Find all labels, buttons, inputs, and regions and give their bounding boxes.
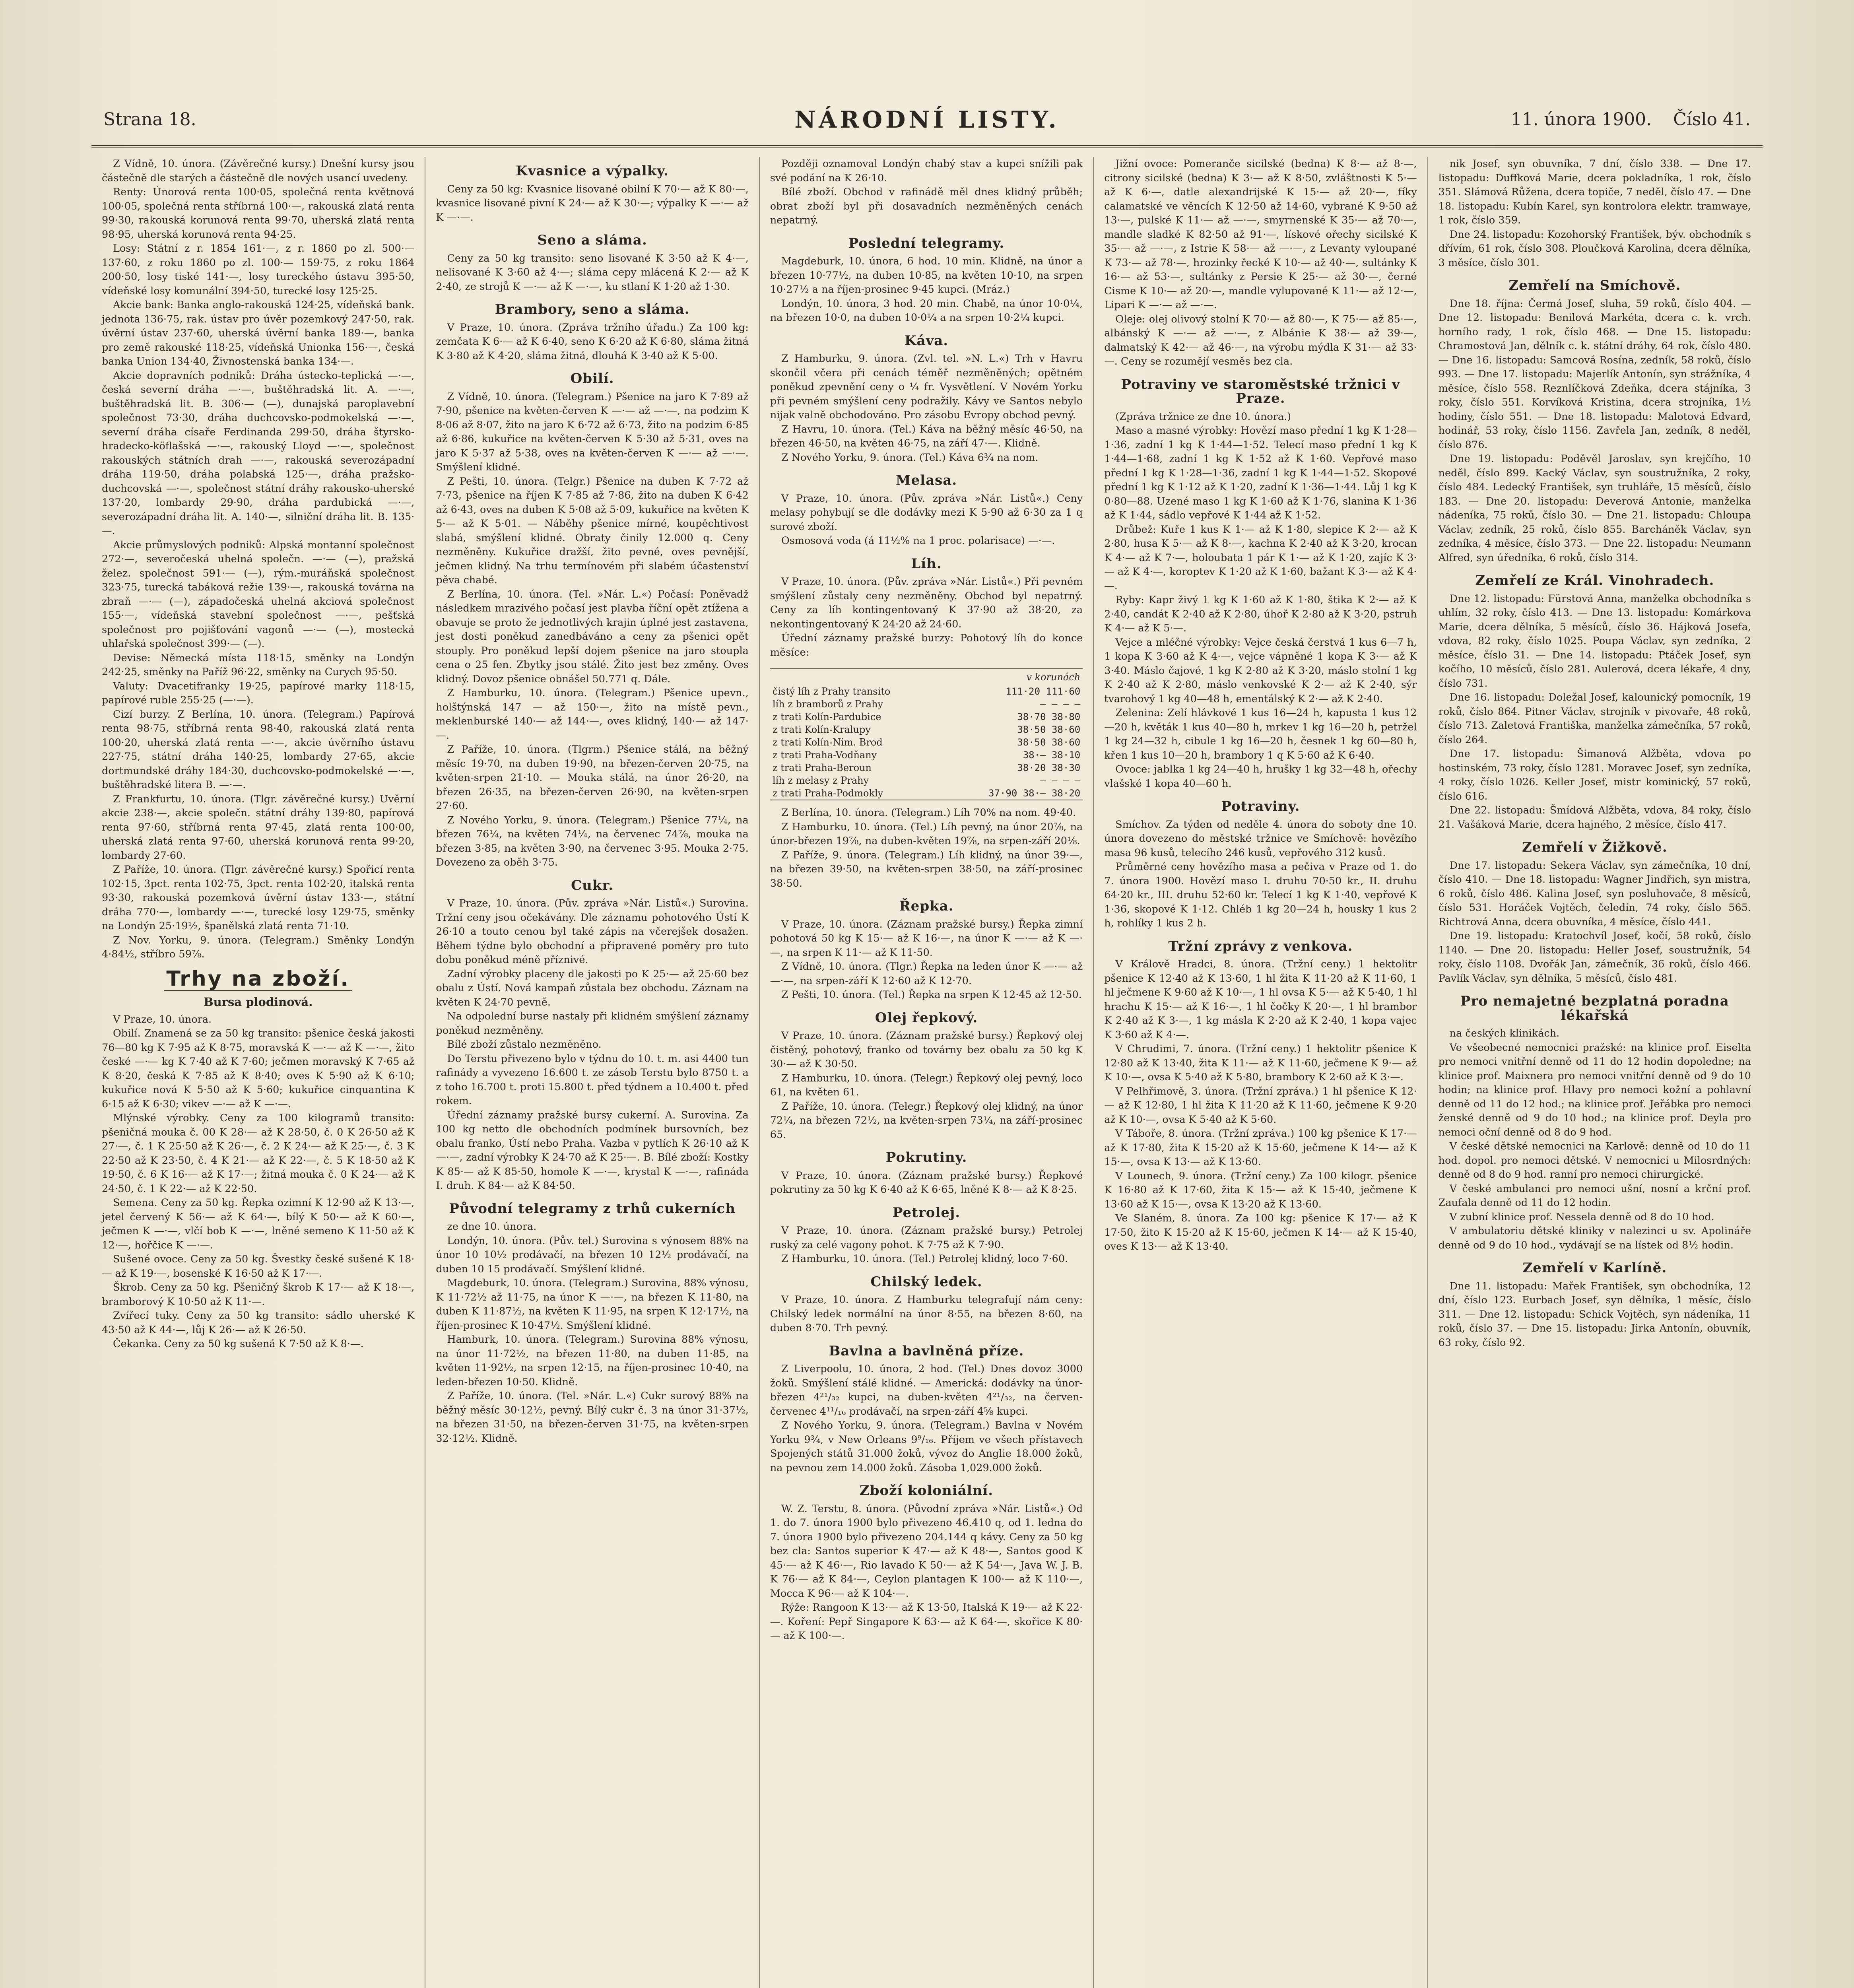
table-row xyxy=(770,761,1083,774)
section-heading: Petrolej. xyxy=(892,1204,961,1221)
row-label: z trati Kolín-Pardubice xyxy=(772,711,881,722)
column-1 xyxy=(91,157,425,1988)
article-section xyxy=(1439,1261,1751,1350)
section-heading: Cukr. xyxy=(571,877,614,893)
paragraph: Dne 19. listopadu: Kratochvíl Josef, kočí, 58 roků, číslo 1140. — Dne 20. listopadu: Heller Josef, soustružník, 54 roky, číslo 1108. Dvořák Jan, zámečník, 36 roků, číslo 466. Pavlík Václav, syn dělníka, 5 měsíců, číslo 481. xyxy=(1438,930,1751,984)
paragraph: V Chrudimi, 7. února. (Tržní ceny.) 1 hektolitr pšenice K 12·80 až K 13·40, žita K 11·— až K 11·60, ječmene K 9·— až K 10·—, ovsa K 5·40 až K 5·80, brambory K 2·60 až K 3·—. xyxy=(1104,1043,1417,1083)
table-row xyxy=(770,736,1083,749)
paragraph: V Praze, 10. února. (Pův. zpráva »Nár. Listů«.) Surovina. Tržní ceny jsou očekávány. Dle záznamu pohotového Ústí K 26·10 a touto cenou byl také zápis na včerejšek dosažen. Během týdne bylo obchodní a připravené poměry pro tuto dobu poněkud méně příznivé. xyxy=(436,897,749,966)
section-heading: Trhy na zboží. xyxy=(102,972,414,992)
paragraph: Z Nového Yorku, 9. února. (Telegram.) Pšenice 77¼, na březen 76¼, na květen 74¼, na červenec 74⅞, mouka na březen 3·85, na květen 3·90, na červenec 3·95. Mouka 2·75. Dovezeno za oběh 3·75. xyxy=(436,814,749,868)
paragraph: Z Hamburku, 10. února. (Telegr.) Řepkový olej pevný, loco 61, na květen 61. xyxy=(770,1072,1083,1098)
article-section xyxy=(1104,940,1417,1254)
section-heading: Zemřelí v Karlíně. xyxy=(1522,1260,1667,1276)
section-heading: Obilí. xyxy=(570,371,614,386)
paragraph: Z Vídně, 10. února. (Telegram.) Pšenice na jaro K 7·89 až 7·90, pšenice na květen-červen K —·— až —·—, na podzim K 8·06 až 8·07, žito na jaro K 6·72 až 6·73, žito na podzim 6·85 až 6·86, kukuřice na květen-červen K 5·30 až 5·31, oves na jaro K 5·37 až 5·38, oves na květen-červen K —·— až —·—. Smýšlení klidné. xyxy=(436,390,749,473)
paragraph: V Praze, 10. února. (Zpráva tržního úřadu.) Za 100 kg: zemčata K 6·— až K 6·40, seno K 6·20 až K 6·80, sláma žitná K 3·80 až K 4·20, sláma žitná, dlouhá K 3·40 až K 5·00. xyxy=(436,321,749,362)
table-row xyxy=(770,774,1083,787)
article-section xyxy=(102,967,415,1351)
paragraph: V Praze, 10. února. (Pův. zpráva »Nár. Listů«.) Při pevném smýšlení zůstaly ceny nezměněny. Obchod byl nepatrný. Ceny za líh kontingentovaný K 37·90 až 38·20, za nekontingentovaný K 24·20 až 24·60. xyxy=(770,576,1083,630)
row-label: líh z melasy z Prahy xyxy=(772,775,869,786)
paragraph: Drůbež: Kuře 1 kus K 1·— až K 1·80, slepice K 2·— až K 2·80, husa K 5·— až K 8·—, kachna K 2·40 až K 3·20, krocan K 4·— až K 7·—, holoubata 1 pár K 1·— až K 1·20, zajíc K 3·— až K 4·—, koroptev K 1·20 až K 1·60, bažant K 3·— až K 4·—. xyxy=(1104,523,1417,592)
paragraph: Dne 16. listopadu: Doležal Josef, kalounický pomocník, 19 roků, číslo 864. Pitner Václav, strojník v pivovaře, 48 roků, číslo 713. Zaletová Františka, manželka zámečníka, 57 roků, číslo 264. xyxy=(1438,691,1751,746)
paragraph: Zvířecí tuky. Ceny za 50 kg transito: sádlo uherské K 43·50 až K 44·—, lůj K 26·— až K 26·50. xyxy=(102,1310,415,1336)
article-section xyxy=(770,157,1083,228)
section-heading: Brambory, seno a sláma. xyxy=(495,301,690,317)
paragraph: Londýn, 10. února. (Pův. tel.) Surovina s výnosem 88% na únor 10 10½ prodávačí, na březen 10 12½ prodávačí, na duben 10 15 prodávačí. Smýšlení klidné. xyxy=(436,1235,749,1275)
paragraph: Oleje: olej olivový stolní K 70·— až 80·—, K 75·— až 85·—, albánský K —·— až —·—, z Albánie K 38·— až 39·—, dalmatský K 42·— až 46·—, na výrobu mýdla K 31·— až 33·—. Ceny se rozumějí vesměs bez cla. xyxy=(1104,313,1417,367)
paragraph: V Praze, 10. února. (Záznam pražské bursy.) Řepka zimní pohotová 50 kg K 15·— až K 16·—, na únor K —·— až K —·—, na srpen K 11·— až K 11·50. xyxy=(770,918,1083,959)
section-heading: Zemřelí na Smíchově. xyxy=(1508,278,1681,293)
paragraph: Renty: Únorová renta 100·05, společná renta květnová 100·05, společná renta stříbrná 100·—, rakouská zlatá renta 99·30, rakouská korunová renta 99·70, uherská zlatá renta 98·95, uherská korunová renta 94·25. xyxy=(102,186,415,241)
column-4 xyxy=(1094,157,1428,1988)
paragraph: Z Hamburku, 10. února. (Tel.) Líh pevný, na únor 20⅞, na únor-březen 19⅞, na duben-květen 19⅞, na srpen-září 20⅛. xyxy=(770,821,1083,847)
section-heading: Poslední telegramy. xyxy=(848,235,1005,251)
article-section xyxy=(1104,157,1417,369)
row-label: líh z bramborů z Prahy xyxy=(772,699,883,710)
row-label: z trati Praha-Vodňany xyxy=(772,749,877,761)
row-value: 38·— 38·10 xyxy=(1023,749,1081,761)
paragraph: Akcie průmyslových podniků: Alpská montanní společnost 272·—, severočeská uhelná společn. —·— (—), pražská želez. společnost 591·— (—), rým.-muráňská společnost 323·75, turecká tabáková režie 139·—, rakouská továrna na zbraň —·— (—), západočeská uhelná akciová společnost 155·—, vídeňská stavební společnost —·—, pešťská společnost pro pojišťování vagonů —·— (—), mostecká uhlařská společnost 399·— (—). xyxy=(102,539,415,650)
row-value: 38·70 38·80 xyxy=(1017,711,1081,722)
section-heading: Tržní zprávy z venkova. xyxy=(1168,938,1353,954)
paragraph: Z Hamburku, 10. února. (Tel.) Petrolej klidný, loco 7·60. xyxy=(781,1253,1068,1265)
paragraph: Vejce a mléčné výrobky: Vejce česká čerstvá 1 kus 6—7 h, 1 kopa K 3·60 až K 4·—, vejce vápněné 1 kopa K 3·— až K 3·40. Máslo čajové, 1 kg K 2·80 až K 3·20, máslo stolní 1 kg K 2·40 až K 2·80, máslo venkovské K 2·— až K 2·40, sýr tvarohový 1 kg 40—48 h, ementálský K 2·— až K 2·40. xyxy=(1104,636,1417,705)
row-label: čistý líh z Prahy transito xyxy=(772,686,891,697)
paragraph: Zelenina: Zelí hlávkové 1 kus 16—24 h, kapusta 1 kus 12—20 h, květák 1 kus 40—80 h, mrkev 1 kg 16—20 h, petržel 1 kg 24—32 h, cibule 1 kg 16—20 h, česnek 1 kg 60—80 h, křen 1 kus 10—20 h, brambory 1 q K 5·60 až K 6·40. xyxy=(1104,707,1417,761)
table-row xyxy=(770,723,1083,736)
paragraph: Později oznamoval Londýn chabý stav a kupci snížili pak své podání na K 26·10. xyxy=(770,158,1083,184)
paragraph: Z Paříže, 10. února. (Tel. »Nár. L.«) Cukr surový 88% na běžný měsíc 30·12½, pevný. Bílý cukr č. 3 na únor 31·37½, na březen 31·50, na březen-červen 31·75, na květen-srpen 32·12½. Klidně. xyxy=(436,1390,749,1444)
row-label: z trati Praha-Podmokly xyxy=(772,788,883,799)
row-label: z trati Kolín-Kralupy xyxy=(772,724,871,735)
paragraph: Bílé zboží. Obchod v rafinádě měl dnes klidný průběh; obrat zboží byl při dosavadních nezměněných cenách nepatrný. xyxy=(770,186,1083,226)
paragraph: Z Pešti, 10. února. (Telgr.) Pšenice na duben K 7·72 až 7·73, pšenice na říjen K 7·85 až 7·86, žito na duben K 6·42 až 6·43, oves na duben K 5·08 až 5·09, kukuřice na květen K 5·— až K 5·01. — Náběhy pšenice mírné, koupěchtivost slabá, smýšlení klidné. Obraty činily 12.000 q. Ceny nezměněny. Kukuřice dražší, žito pevné, oves pevnější, ječmen klidný. Na trhu termínovém při slabém účastenství pěva chabé. xyxy=(436,475,749,586)
row-label: z trati Kolín-Nim. Brod xyxy=(772,737,883,748)
paragraph: Do Terstu přivezeno bylo v týdnu do 10. t. m. asi 4400 tun rafinády a vyvezeno 16.600 t. ze zásob Terstu bylo 8750 t. a z toho 16.700 t. proti 15.800 t. před týdnem a 10.400 t. před rokem. xyxy=(436,1052,749,1107)
row-value: 38·50 38·60 xyxy=(1017,737,1081,748)
article-section xyxy=(436,372,748,870)
paragraph: Magdeburk, 10. února, 6 hod. 10 min. Klidně, na únor a březen 10·77½, na duben 10·85, na květen 10·10, na srpen 10·27½ a na říjen-prosinec 9·45 kupci. (Mráz.) xyxy=(770,255,1083,295)
paragraph: Z Vídně, 10. února. (Tlgr.) Řepka na leden únor K —·— až —·—, na srpen-září K 12·60 až K 12·70. xyxy=(770,961,1083,987)
row-value: 38·20 38·30 xyxy=(1017,762,1081,773)
section-subheading: Bursa plodinová. xyxy=(204,995,313,1009)
paragraph: Z Pešti, 10. února. (Tel.) Řepka na srpen K 12·45 až 12·50. xyxy=(781,989,1082,1001)
paragraph: Na odpolední burse nastaly při klidném smýšlení záznamy poněkud nezměněny. xyxy=(436,1010,749,1037)
section-heading: Pokrutiny. xyxy=(885,1149,967,1165)
paragraph: Losy: Státní z r. 1854 161·—, z r. 1860 po zl. 500·— 137·60, z roku 1860 po zl. 100·— 159·75, z roku 1864 200·50, losy tiské 141·—, losy tureckého ústavu 395·50, vídeňské losy komunální 394·50, turecké losy 125·25. xyxy=(102,243,415,297)
paragraph: Dne 22. listopadu: Šmídová Alžběta, vdova, 84 roky, číslo 21. Vašáková Marie, dcera hajného, 2 měsíce, číslo 417. xyxy=(1438,804,1751,831)
table-row xyxy=(770,787,1083,800)
section-heading: Seno a sláma. xyxy=(537,232,647,248)
paragraph: V zubní klinice prof. Nessela denně od 8 do 10 hod. xyxy=(1449,1211,1714,1223)
section-heading: Melasa. xyxy=(895,472,957,488)
section-heading: Zboží koloniální. xyxy=(859,1483,994,1499)
paragraph: Akcie bank: Banka anglo-rakouská 124·25, vídeňská bank. jednota 136·75, rak. ústav pro úvěr pozemkový 247·50, rak. úvěrní ústav 237·60, uherská úvěrní banka 189·—, banka pro země rakouské 118·25, vídeňská Unionka 156·—, česká banka Union 134·40, Živnostenská banka 134·—. xyxy=(102,299,415,367)
paragraph: Dne 11. listopadu: Mařek František, syn obchodníka, 12 dní, číslo 123. Eurbach Josef, syn dělníka, 1 měsíc, číslo 311. — Dne 12. listopadu: Schick Vojtěch, syn nádeníka, 11 roků, číslo 37. — Dne 15. listopadu: Jirka Antonín, obuvník, 63 roky, číslo 92. xyxy=(1438,1280,1751,1349)
article-section xyxy=(1104,800,1417,931)
price-table xyxy=(770,668,1083,800)
paragraph: Z Liverpoolu, 10. února, 2 hod. (Tel.) Dnes dovoz 3000 žoků. Smýšlení stálé klidné. — Americká: dodávky na únor-březen 4²¹/₃₂ kupci, na duben-květen 4²¹/₃₂, na červen-červenec 4¹¹/₁₆ prodávačí, na srpen-září 4⅝ kupci. xyxy=(770,1363,1083,1417)
issue-info xyxy=(1495,109,1751,130)
row-value: 111·20 111·60 xyxy=(1006,686,1081,697)
article-section xyxy=(102,157,414,962)
column-5 xyxy=(1428,157,1761,1988)
row-value: — — — — xyxy=(1040,699,1081,710)
paragraph: Dne 17. listopadu: Sekera Václav, syn zámečníka, 10 dní, číslo 410. — Dne 18. listopadu: Wagner Jindřich, syn mistra, 6 roků, číslo 486. Kalina Josef, syn posluhovače, 8 měsíců, číslo 531. Horáček Vojtěch, čeledín, 74 roky, číslo 565. Richtrová Anna, dcera obuvníka, 4 měsíce, číslo 441. xyxy=(1438,859,1751,928)
page-number: Strana 18. xyxy=(103,109,196,130)
paragraph: Ve všeobecné nemocnici pražské: na klinice prof. Eiselta pro nemoci vnitřní denně od 11 do 12 hodin dopoledne; na klinice prof. Maixnera pro nemoci vnitřní denně od 9 do 10 hodin; na klinice prof. Hlavy pro nemoci kožní a pohlavní denně od 11 do 12 hod.; na klinice prof. Jeřábka pro nemoci ženské denně od 9 do 10 hod.; na klinice prof. Deyla pro nemoci oční denně od 8 do 9 hod. xyxy=(1438,1041,1751,1138)
article-section xyxy=(770,237,1083,325)
paragraph: V Praze, 10. února. (Záznam pražské bursy.) Petrolej ruský za celé vagony pohot. K 7·75 až K 7·90. xyxy=(770,1225,1083,1251)
paragraph: Ve Slaném, 8. února. Za 100 kg: pšenice K 17·— až K 17·50, žito K 15·20 až K 15·60, ječmen K 14·— až K 15·40, oves K 13·— až K 13·40. xyxy=(1104,1212,1417,1252)
paragraph: Úřední záznamy pražské bursy cukerní. A. Surovina. Za 100 kg netto dle obchodních podmínek bursovních, bez obalu franko, Ústí nebo Praha. Vazba v pytlích K 26·10 až K —·—, zadní výrobky K 24·70 až K 25·—. B. Bílé zboží: Kostky K 85·— až K 85·50, homole K —·—, krystal K —·—, rafináda I. druh. K 84·— až K 84·50. xyxy=(436,1109,749,1192)
row-value: 37·90 38·— 38·20 xyxy=(988,788,1081,799)
article-section xyxy=(770,1206,1083,1266)
paragraph: V ambulatoriu dětské kliniky v nalezinci u sv. Apolináře denně od 9 do 10 hod., vydávají se na lístek od 8½ hodin. xyxy=(1438,1225,1751,1251)
paragraph: Devise: Německá místa 118·15, směnky na Londýn 242·25, směnky na Paříž 96·22, směnky na Curych 95·50. xyxy=(102,652,415,678)
paragraph: Mlýnské výrobky. Ceny za 100 kilogramů transito: pšeničná mouka č. 00 K 28·— až K 28·50, č. 0 K 26·50 až K 27·—, č. 1 K 25·50 až K 26·—, č. 2 K 24·— až K 25·—, č. 3 K 22·50 až K 23·50, č. 4 K 21·— až K 22·—, č. 5 K 18·50 až K 19·50, č. 6 K 16·— až K 17·—; žitná mouka č. 0 K 24·— až K 24·50, č. 1 K 22·— až K 22·50. xyxy=(102,1112,415,1195)
paragraph: Z Paříže, 10. února. (Tlgrm.) Pšenice stálá, na běžný měsíc 19·70, na duben 19·90, na březen-červen 20·75, na květen-srpen 21·10. — Mouka stálá, na únor 26·20, na březen 26·35, na březen-červen 26·90, na květen-srpen 27·60. xyxy=(436,744,749,812)
paragraph: Dne 24. listopadu: Kozohorský František, býv. obchodník s dřívím, 61 rok, číslo 308. Ploučková Karolina, dcera dělníka, 3 měsíce, číslo 301. xyxy=(1438,228,1751,269)
paragraph: V Táboře, 8. února. (Tržní zpráva.) 100 kg pšenice K 17·— až K 17·80, žita K 15·20 až K 15·60, ječmene K 14·— až K 15·—, ovsa K 13·— až K 13·60. xyxy=(1104,1128,1417,1168)
article-section xyxy=(1439,841,1751,986)
article-section xyxy=(770,1344,1083,1475)
article-section xyxy=(436,879,748,1193)
paragraph: Sušené ovoce. Ceny za 50 kg. Švestky české sušené K 18·— až K 19·—, bosenské K 16·50 až K 17·—. xyxy=(102,1253,415,1279)
section-heading: Potraviny. xyxy=(1221,798,1300,814)
paragraph: Rýže: Rangoon K 13·— až K 13·50, Italská K 19·— až K 22·—. Koření: Pepř Singapore K 63·— až K 64·—, skořice K 80·— až K 100·—. xyxy=(770,1602,1083,1642)
article-section xyxy=(770,668,1083,891)
paragraph: V Praze, 10. února. Z Hamburku telegrafují nám ceny: Chilský ledek normální na únor 8·55, na březen 8·60, na duben 8·70. Trh pevný. xyxy=(770,1294,1083,1334)
paragraph: V Praze, 10. února. xyxy=(113,1013,212,1025)
page-header xyxy=(91,101,1763,148)
paragraph: Hamburk, 10. února. (Telegram.) Surovina 88% výnosu, na únor 11·72½, na březen 11·80, na duben 11·85, na květen 11·92½, na srpen 12·15, na říjen-prosinec 10·40, na leden-březen 10·50. Klidně. xyxy=(436,1334,749,1388)
paragraph: Smíchov. Za týden od neděle 4. února do soboty dne 10. února dovezeno do městské tržnice ve Smíchově: hovězího masa 96 kusů, telecího 246 kusů, vepřového 312 kusů. xyxy=(1104,818,1417,859)
article-section xyxy=(770,334,1083,465)
paragraph: Z Hamburku, 10. února. (Telegram.) Pšenice upevn., holštýnská 147 — až 150·—, žito na místě pevn., meklenburské 140·— až 144·—, oves klidný, 140·— až 147·—. xyxy=(436,687,749,742)
article-section xyxy=(770,557,1083,660)
section-heading: Olej řepkový. xyxy=(875,1010,978,1026)
issue-number: Číslo 41. xyxy=(1673,109,1751,130)
row-value: — — — — xyxy=(1040,775,1081,786)
article-section xyxy=(770,1275,1083,1336)
paragraph: Z Nového Yorku, 9. února. (Telegram.) Bavlna v Novém Yorku 9¾, v New Orleans 9⁹/₁₆. Příjem ve všech přístavech Spojených států 31.000 žoků, vývoz do Anglie 18.000 žoků, na pevnou zem 14.000 žoků. Zásoba 1,029.000 žoků. xyxy=(770,1419,1083,1474)
row-label: z trati Praha-Beroun xyxy=(772,762,872,773)
article-section xyxy=(1104,378,1417,791)
paragraph: Valuty: Dvacetifranky 19·25, papírové marky 118·15, papírové ruble 255·25 (—·—). xyxy=(102,680,415,706)
section-heading: Bavlna a bavlněná příze. xyxy=(829,1343,1024,1359)
article-section xyxy=(1439,157,1751,270)
table-row xyxy=(770,685,1083,698)
paragraph: Z Nov. Yorku, 9. února. (Telegram.) Směnky Londýn 4·84½, stříbro 59⅞. xyxy=(102,934,415,960)
paragraph: Z Berlína, 10. února. (Telegram.) Líh 70% na nom. 49·40. xyxy=(781,807,1076,819)
paragraph: Ryby: Kapr živý 1 kg K 1·60 až K 1·80, štika K 2·— až K 2·40, candát K 2·40 až K 2·80, úhoř K 2·80 až K 3·20, pstruh K 4·— až K 5·—. xyxy=(1104,594,1417,634)
paragraph: Zadní výrobky placeny dle jakosti po K 25·— až 25·60 bez obalu z Ústí. Nová kampaň zůstala bez obchodu. Záznam na květen K 24·70 pevně. xyxy=(436,968,749,1008)
paragraph: Magdeburk, 10. února. (Telegram.) Surovina, 88% výnosu, K 11·72½ až 11·75, na únor K —·—, na březen K 11·80, na duben K 11·87½, na květen K 11·95, na srpen K 12·17½, na říjen-prosinec K 10·47½. Smýšlení klidné. xyxy=(436,1277,749,1332)
issue-date: 11. února 1900. xyxy=(1510,109,1652,130)
paragraph: V české ambulanci pro nemoci ušní, nosní a krční prof. Zaufala denně od 11 do 12 hodin. xyxy=(1438,1182,1751,1209)
article-section xyxy=(770,1011,1083,1142)
paragraph: Londýn, 10. února, 3 hod. 20 min. Chabě, na únor 10·0¼, na březen 10·0, na duben 10·0¼ a na srpen 10·2¼ kupci. xyxy=(770,297,1083,324)
paragraph: Osmosová voda (á 11½% na 1 proc. polarisace) —·—. xyxy=(781,535,1055,547)
paragraph: Jižní ovoce: Pomeranče sicilské (bedna) K 8·— až 8·—, citrony sicilské (bedna) K 3·— až K 8·50, zvláštnosti K 5·— až K 6·—, datle alexandrijské K 15·— až 20·—, fíky calamatské ve věncích K 12·50 až 14·60, vybrané K 9·50 až 13·—, pulské K 11·— až —·—, smyrnenské K 35·— až 70·—, mandle sladké K 82·50 až 91·—, lískové ořechy sicilské K 35·— až —·—, z Istrie K 58·— až —·—, z Levanty vyloupané K 73·— až 78·—, hrozinky řecké K 10·— až 40·—, sultánky K 16·— až 53·—, sultánky z Persie K 25·— až 30·—, černé Cisme K 10·— až 20·—, mandle vylupované K 11·— až 12·—, Lipari K —·— až —·—. xyxy=(1104,158,1417,311)
table-row xyxy=(770,749,1083,761)
paragraph: W. Z. Terstu, 8. února. (Původní zpráva »Nár. Listů«.) Od 1. do 7. února 1900 bylo přivezeno 46.410 q, od 1. ledna do 7. února 1900 bylo přivezeno 204.144 q kávy. Ceny za 50 kg bez cla: Santos superior K 47·— až K 48·—, Santos good K 45·— až K 46·—, Rio lavado K 50·— až K 54·—, Java W. J. B. K 76·— až K 84·—, Ceylon plantagen K 100·— až K 110·—, Mocca K 96·— až K 104·—. xyxy=(770,1503,1083,1600)
row-value: 38·50 38·60 xyxy=(1017,724,1081,735)
section-heading: Kvasnice a výpalky. xyxy=(516,163,669,179)
section-heading: Zemřelí ze Král. Vinohradech. xyxy=(1475,573,1714,588)
paragraph: Z Paříže, 10. února. (Tlgr. závěrečné kursy.) Spořicí renta 102·15, 3pct. renta 102·75, 3pct. renta 102·20, italská renta 93·30, rakouská pozemková úvěrní ústav 133·—, státní dráha 770·—, lombardy —·—, turecké losy 129·75, směnky na Londýn 25·19½, španělská zlatá renta 71·10. xyxy=(102,864,415,932)
paragraph: Z Berlína, 10. února. (Tel. »Nár. L.«) Počasí: Poněvadž následkem mrazivého počasí jest plavba říční opět ztížena a obavuje se proto že jednotlivých krajin úplné jest zastavena, jest dosti poněkud zanedbáváno a ceny za pšenici opět stouply. Pro poněkud lepší dojem pšenice na jaro stoupla cena o 25 fen. Zbytky jsou stálé. Žito jest bez změny. Oves klidný. Dovoz pšenice obnášel 50.771 q. Dále. xyxy=(436,588,749,685)
paragraph: V Praze, 10. února. (Pův. zpráva »Nár. Listů«.) Ceny melasy pohybují se dle dodávky mezi K 5·90 až 6·30 za 1 q surové zboží. xyxy=(770,492,1083,533)
table-heading: v korunách xyxy=(1026,672,1081,683)
paragraph: V Lounech, 9. února. (Tržní ceny.) Za 100 kilogr. pšenice K 16·80 až K 17·60, žita K 15·— až K 15·40, ječmene K 13·60 až K 15·—, ovsa K 13·20 až K 13·60. xyxy=(1104,1170,1417,1210)
paragraph: V Králově Hradci, 8. února. (Tržní ceny.) 1 hektolitr pšenice K 12·40 až K 13·60, 1 hl žita K 11·20 až K 11·60, 1 hl ječmene K 9·60 až K 10·—, 1 hl ovsa K 5·— až K 5·40, 1 hl hrachu K 15·— až K 16·—, 1 hl čočky K 20·—, 1 hl brambor K 2·40 až K 3·—, 1 kg másla K 2·20 až K 2·40, 1 kopa vajec K 3·60 až K 4·—. xyxy=(1104,958,1417,1041)
article-section xyxy=(1439,574,1751,832)
section-heading: Řepka. xyxy=(899,898,954,914)
paragraph: Z Paříže, 10. února. (Telegr.) Řepkový olej klidný, na únor 72¼, na březen 72½, na květen-srpen 73¼, na září-prosinec 65. xyxy=(770,1100,1083,1141)
article-section xyxy=(1439,279,1751,565)
paragraph: Cizí burzy. Z Berlína, 10. února. (Telegram.) Papírová renta 98·75, stříbrná renta 98·40, rakouská zlatá renta 100·20, uherská zlatá renta —·—, akcie úvěrního ústavu 227·75, státní dráha 140·25, lombardy 27·65, akcie dortmundské dráhy 184·30, duchcovsko-podmokelské —·—, buštěhradské litera B. —·—. xyxy=(102,708,415,791)
article-section xyxy=(436,303,748,363)
section-heading: Zemřelí v Žižkově. xyxy=(1522,839,1668,855)
paragraph: Dne 19. listopadu: Poděvěl Jaroslav, syn krejčího, 10 neděl, číslo 899. Kacký Václav, syn soustružníka, 2 roky, číslo 484. Ledecký František, syn truhláře, 15 měsíců, číslo 183. — Dne 20. listopadu: Deverová Antonie, manželka nádeníka, 75 roků, číslo 30. — Dne 21. listopadu: Chloupa Václav, zedník, 25 roků, číslo 855. Barcháněk Václav, syn zedníka, 4 měsíce, číslo 373. — Dne 22. listopadu: Neumann Alfred, syn úředníka, 6 roků, číslo 314. xyxy=(1438,453,1751,564)
article-section xyxy=(1439,994,1751,1252)
paragraph: V Praze, 10. února. (Záznam pražské bursy.) Řepkové pokrutiny za 50 kg K 6·40 až K 6·65, lněné K 8·— až K 8·25. xyxy=(770,1169,1083,1196)
article-section xyxy=(770,899,1083,1002)
paragraph: Čekanka. Ceny za 50 kg sušená K 7·50 až K 8·—. xyxy=(113,1338,364,1350)
article-section xyxy=(770,1484,1083,1643)
paragraph: Ceny za 50 kg transito: seno lisované K 3·50 až K 4·—, nelisované K 3·60 až 4·—; sláma cepy mlácená K 2·— až K 2·40, ze strojů K —·— až K —·—, ku stlaní K 1·20 až 1·30. xyxy=(436,252,749,293)
paragraph: Z Vídně, 10. února. (Závěrečné kursy.) Dnešní kursy jsou částečně dle starých a částečně dle nových usancí uvedeny. xyxy=(102,158,415,184)
paragraph: Z Nového Yorku, 9. února. (Tel.) Káva 6¾ na nom. xyxy=(781,451,1039,464)
table-row xyxy=(770,711,1083,723)
section-heading: Potraviny ve staroměstské tržnici v Praze. xyxy=(1121,376,1400,406)
section-heading: Káva. xyxy=(904,332,949,349)
column-2 xyxy=(425,157,759,1988)
paragraph: Úřední záznamy pražské burzy: Pohotový líh do konce měsíce: xyxy=(770,632,1083,658)
paragraph: Dne 17. listopadu: Šimanová Alžběta, vdova po hostinském, 73 roky, číslo 1281. Moravec Josef, syn zedníka, 4 roky, číslo 1026. Keller Josef, mistr kominický, 57 roků, číslo 616. xyxy=(1438,748,1751,802)
paragraph: nik Josef, syn obuvníka, 7 dní, číslo 338. — Dne 17. listopadu: Duffková Marie, dcera pokladníka, 1 rok, číslo 351. Slámová Růžena, dcera topiče, 7 neděl, číslo 47. — Dne 18. listopadu: Kubín Karel, syn kontrolora elektr. tramwaye, 1 rok, číslo 359. xyxy=(1438,158,1751,226)
masthead: NÁRODNÍ LISTY. xyxy=(794,106,1060,133)
paragraph: Maso a masné výrobky: Hovězí maso přední 1 kg K 1·28—1·36, zadní 1 kg K 1·44—1·52. Telecí maso přední 1 kg K 1·44—1·68, zadní 1 kg K 1·52 až K 1·60. Vepřové maso přední 1 kg K 1·28—1·36, zadní 1 kg K 1·44—1·52. Skopové přední 1 kg K 1·12 až K 1·20, zadní K 1·36—1·44. Lůj 1 kg K 0·80—88. Uzené maso 1 kg K 1·60 až K 1·76, slanina K 1·36 až K 1·44, sádlo vepřové K 1·44 až K 1·52. xyxy=(1104,425,1417,521)
paragraph: Dne 18. října: Čermá Josef, sluha, 59 roků, číslo 404. — Dne 12. listopadu: Benilová Markéta, dcera c. k. vrch. horního rady, 1 rok, číslo 468. — Dne 15. listopadu: Chramostová Jan, dělník c. k. státní dráhy, 64 rok, číslo 480. — Dne 16. listopadu: Samcová Rosína, zedník, 58 roků, číslo 993. — Dne 17. listopadu: Majerlík Antonín, syn strážníka, 4 měsíce, číslo 558. Reznlíčková Zdeňka, dcera stájníka, 3 roky, číslo 551. Korvíková Kristina, dcera strojníka, 1½ hodiny, číslo 551. — Dne 18. listopadu: Malotová Edvard, hodinář, 53 roky, číslo 1156. Zavřela Jan, zedník, 8 neděl, číslo 876. xyxy=(1438,297,1751,451)
paragraph: Obilí. Znamená se za 50 kg transito: pšenice česká jakosti 76—80 kg K 7·95 až K 8·75, moravská K —·— až K —·—, žito české —·— kg K 7·40 až K 7·60; ječmen moravský K 7·65 až K 8·20, česká K 7·85 až K 8·40; oves K 5·90 až K 6·10; kukuřice nová K 5·50 až K 5·60; kukuřice cinquantina K 6·15 až K 6·30; vikev —·— až K —·—. xyxy=(102,1027,415,1110)
paragraph: Ovoce: jablka 1 kg 24—40 h, hrušky 1 kg 32—48 h, ořechy vlašské 1 kopa 40—60 h. xyxy=(1104,763,1417,790)
paragraph: Ceny za 50 kg: Kvasnice lisované obilní K 70·— až K 80·—, kvasnice lisované pivní K 24·— až K 30·—; výpalky K —·— až K —·—. xyxy=(436,183,749,223)
paragraph: Průměrné ceny hovězího masa a pečiva v Praze od 1. do 7. února 1900. Hovězí maso I. druhu 70·50 kr., II. druhu 64·20 kr., III. druhu 52·60 kr. Telecí 1 kg K 1·40, vepřové K 1·36, skopové K 1·12. Chléb 1 kg 20—24 h, housky 1 kus 2 h, rohlíky 1 kus 2 h. xyxy=(1104,861,1417,929)
paragraph: Z Hamburku, 9. února. (Zvl. tel. »N. L.«) Trh v Havru skončil včera při cenách téměř nezměněných; opětném poněkud zpevnění ceny o ¼ fr. Vysvětlení. V Novém Yorku při pevném smýšlení ceny podražily. Kávy ve Santos nebylo nijak valně obchodováno. Pro zásobu Evropy obchod pevný. xyxy=(770,353,1083,421)
text-columns xyxy=(91,157,1761,1988)
paragraph: Škrob. Ceny za 50 kg. Pšeničný škrob K 17·— až K 18·—, bramborový K 10·50 až K 11·—. xyxy=(102,1281,415,1308)
paragraph: Dne 12. listopadu: Fürstová Anna, manželka obchodníka s uhlím, 32 roky, číslo 413. — Dne 13. listopadu: Komárkova Marie, dcera dělníka, 5 měsíců, číslo 36. Hájková Josefa, vdova, 82 roky, číslo 1025. Poupa Václav, syn zedníka, 2 měsíce, číslo 31. — Dne 14. listopadu: Ptáček Josef, syn kočího, 10 měsíců, číslo 281. Aulerová, dcera lékaře, 4 dny, číslo 731. xyxy=(1438,592,1751,689)
column-3 xyxy=(760,157,1094,1988)
section-heading: Pro nemajetné bezplatná poradna lékařská xyxy=(1460,993,1729,1023)
paragraph: Semena. Ceny za 50 kg. Řepka ozimní K 12·90 až K 13·—, jetel červený K 56·— až K 64·—, bílý K 50·— až K 60·—, ječmen K —·—, vlčí bob K —·—, lněné semeno K 11·50 až K 12·—, hořčice K —·—. xyxy=(102,1197,415,1251)
article-section xyxy=(770,1151,1083,1197)
section-heading: Líh. xyxy=(911,555,942,572)
article-section xyxy=(436,1202,748,1446)
article-section xyxy=(436,233,748,294)
paragraph: Bílé zboží zůstalo nezměněno. xyxy=(447,1039,602,1050)
paragraph: Akcie dopravních podniků: Dráha ústecko-teplická —·—, česká severní dráha —·—, buštěhradská lit. A. —·—, buštěhradská lit. B. 306·— (—), dunajská paroplavební společnost 73·30, dráha duchcovsko-podmokelská —·—, severní dráha císaře Ferdinanda 299·50, dráha štyrsko-hradecko-köflašská —·—, rakouský Lloyd —·—, společnost rakouských státních drah —·—, rakouská severozápadní dráha 119·50, dráha polabská 125·—, dráha pražsko-duchcovská —·—, společnost státní dráhy rakousko-uherské 137·20, lombardy 29·90, dráha pardubická —·—, severozápadní dráha lit. A. 140·—, silniční dráha lit. B. 135·—. xyxy=(102,369,415,537)
paragraph: na českých klinikách. xyxy=(1449,1027,1560,1039)
paragraph: V Praze, 10. února. (Záznam pražské bursy.) Řepkový olej čistěný, pohotový, franko od továrny bez obalu za 50 kg K 30·— až K 30·50. xyxy=(770,1030,1083,1070)
paragraph: Z Frankfurtu, 10. února. (Tlgr. závěrečné kursy.) Uvěrní akcie 238·—, akcie společn. státní dráhy 139·80, papírová renta 97·60, stříbrná renta 97·45, zlatá renta 100·00, uherská zlatá renta 97·60, uherská korunová renta 99·20, lombardy 27·60. xyxy=(102,793,415,862)
article-section xyxy=(770,474,1083,548)
section-heading: Původní telegramy z trhů cukerních xyxy=(449,1200,736,1217)
table-row xyxy=(770,698,1083,711)
article-section xyxy=(436,164,748,225)
paragraph: Z Paříže, 9. února. (Telegram.) Líh klidný, na únor 39·—, na březen 39·50, na květen-srpen 38·50, na září-prosinec 38·50. xyxy=(770,849,1083,889)
paragraph: V české dětské nemocnici na Karlově: denně od 10 do 11 hod. dopol. pro nemoci dětské. V nemocnici u Milosrdných: denně od 8 do 9 hod. ranní pro nemoci chirurgické. xyxy=(1438,1140,1751,1180)
paragraph: ze dne 10. února. xyxy=(447,1221,537,1233)
paragraph: (Zpráva tržnice ze dne 10. února.) xyxy=(1115,410,1291,423)
section-heading: Chilský ledek. xyxy=(870,1274,982,1290)
paragraph: V Pelhřimově, 3. února. (Tržní zpráva.) 1 hl pšenice K 12·— až K 12·80, 1 hl žita K 11·20 až K 11·60, ječmene K 9·20 až K 10·—, ovsa K 5·40 až K 5·60. xyxy=(1104,1085,1417,1126)
paragraph: Z Havru, 10. února. (Tel.) Káva na běžný měsíc 46·50, na březen 46·50, na květen 46·75, na září 47·—. Klidně. xyxy=(770,423,1083,449)
